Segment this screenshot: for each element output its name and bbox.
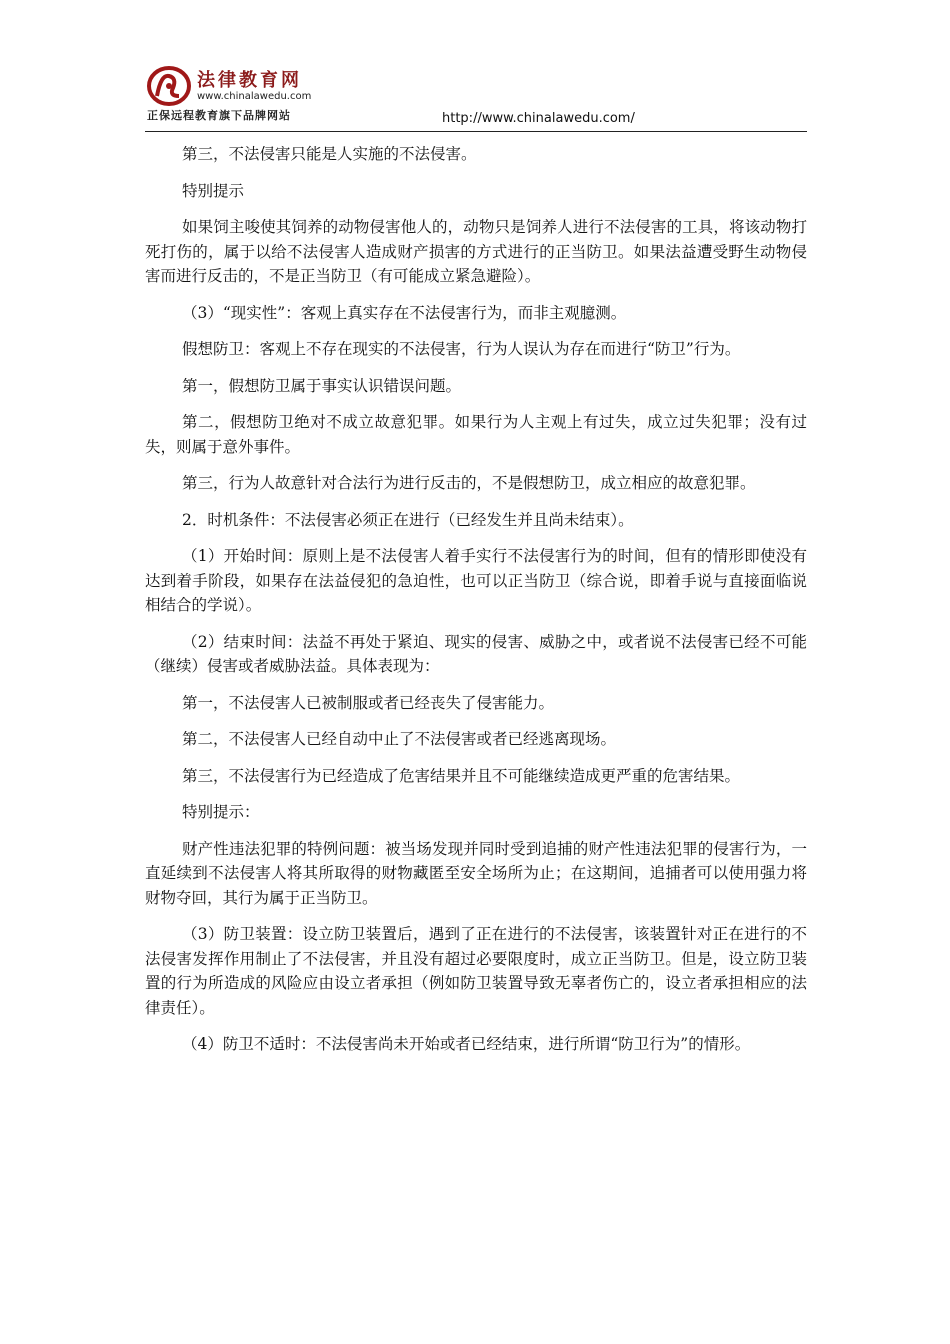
paragraph: （3）防卫装置：设立防卫装置后，遇到了正在进行的不法侵害，该装置针对正在进行的不法侵害发挥作用制止了不法侵害，并且没有超过必要限度时，成立正当防卫。但是，设立防卫装置的行为所造成的风险应由设立者承担（例如防卫装置导致无辜者伤亡的，设立者承担相应的法律责任）。 (145, 925, 807, 1017)
page-header (145, 62, 807, 134)
logo-emblem-icon (147, 66, 191, 106)
logo-url: www.chinalawedu.com (197, 91, 312, 102)
paragraph: （4）防卫不适时：不法侵害尚未开始或者已经结束，进行所谓“防卫行为”的情形。 (182, 1035, 751, 1053)
paragraph: 如果饲主唆使其饲养的动物侵害他人的，动物只是饲养人进行不法侵害的工具，将该动物打死打伤的，属于以给不法侵害人造成财产损害的方式进行的正当防卫。如果法益遭受野生动物侵害而进行反击的，不是正当防卫（有可能成立紧急避险）。 (145, 218, 807, 285)
paragraph: 2．时机条件：不法侵害必须正在进行（已经发生并且尚未结束）。 (182, 510, 634, 529)
paragraph: 假想防卫：客观上不存在现实的不法侵害，行为人误认为存在而进行“防卫”行为。 (182, 340, 741, 358)
paragraph: （1）开始时间：原则上是不法侵害人着手实行不法侵害行为的时间，但有的情形即使没有达到着手阶段，如果存在法益侵犯的急迫性，也可以正当防卫（综合说，即着手说与直接面临说相结合的学说）。 (145, 547, 807, 614)
paragraph: 第三，不法侵害只能是人实施的不法侵害。 (182, 145, 477, 163)
paragraph: 第一，假想防卫属于事实认识错误问题。 (182, 376, 462, 395)
paragraph: 特别提示： (182, 803, 260, 821)
paragraph: 特别提示 (182, 181, 245, 200)
paragraph: 第三，行为人故意针对合法行为进行反击的，不是假想防卫，成立相应的故意犯罪。 (182, 474, 756, 492)
header-url-link[interactable]: http://www.chinalawedu.com/ (442, 111, 635, 126)
logo-subtitle: 正保远程教育旗下品牌网站 (147, 109, 291, 122)
paragraph: 第二，假想防卫绝对不成立故意犯罪。如果行为人主观上有过失，成立过失犯罪；没有过失，则属于意外事件。 (145, 413, 807, 456)
paragraph: 第一，不法侵害人已被制服或者已经丧失了侵害能力。 (182, 693, 555, 712)
paragraph: 第二，不法侵害人已经自动中止了不法侵害或者已经逃离现场。 (182, 730, 617, 748)
site-logo[interactable] (145, 62, 345, 122)
paragraph: （3）“现实性”：客观上真实存在不法侵害行为，而非主观臆测。 (182, 303, 627, 322)
logo-title: 法律教育网 (197, 70, 302, 91)
paragraph: 财产性违法犯罪的特例问题：被当场发现并同时受到追捕的财产性违法犯罪的侵害行为，一直延续到不法侵害人将其所取得的财物藏匿至安全场所为止；在这期间，追捕者可以使用强力将财物夺回，其行为属于正当防卫。 (145, 839, 807, 907)
paragraph: 第三，不法侵害行为已经造成了危害结果并且不可能继续造成更严重的危害结果。 (182, 766, 741, 785)
document-body (145, 142, 807, 1069)
paragraph: （2）结束时间：法益不再处于紧迫、现实的侵害、威胁之中，或者说不法侵害已经不可能（继续）侵害或者威胁法益。具体表现为： (145, 632, 807, 675)
header-divider (145, 131, 807, 132)
